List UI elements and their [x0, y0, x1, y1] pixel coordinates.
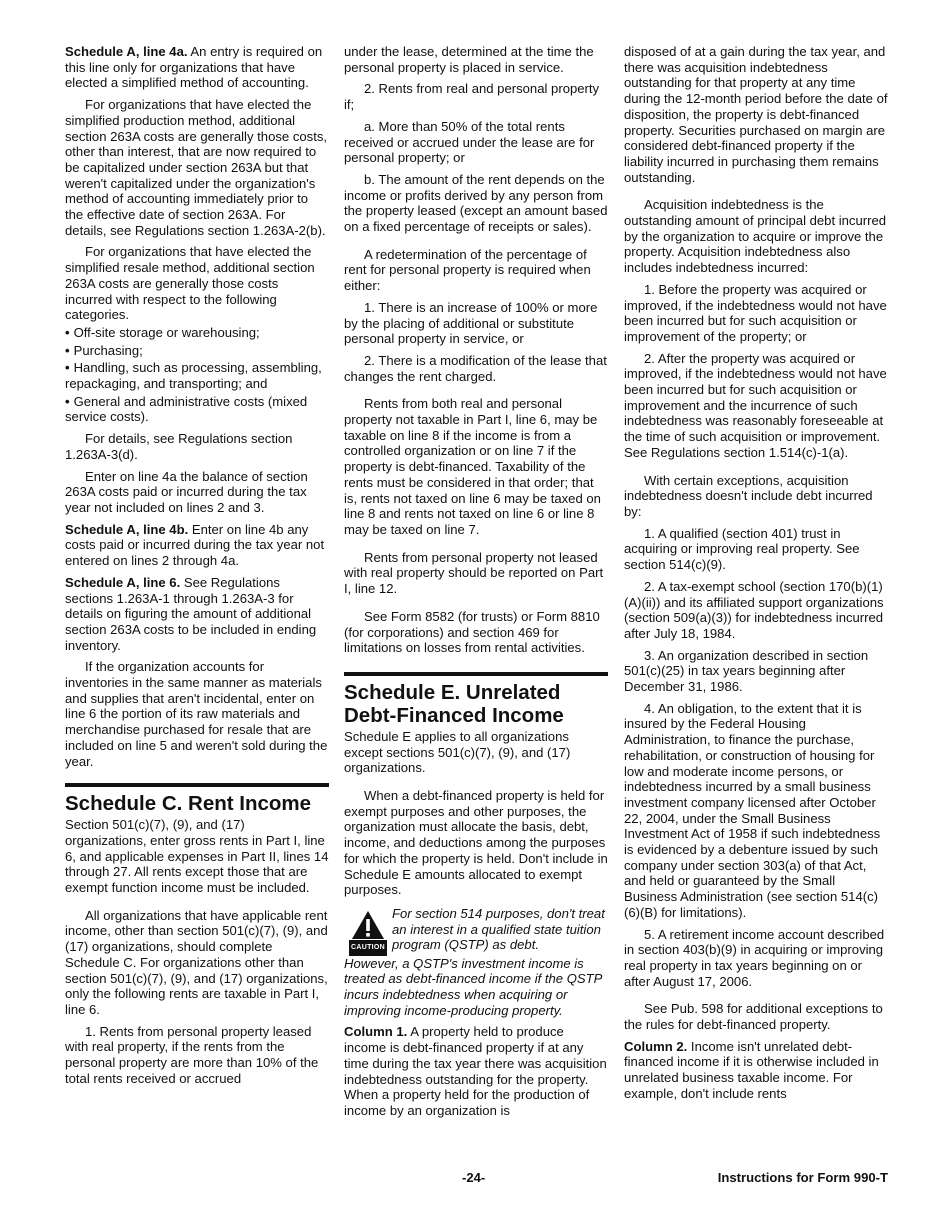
caution-note — [344, 906, 608, 956]
footer-title: Instructions for Form 990-T — [717, 1170, 888, 1185]
list-item: • Purchasing; — [65, 342, 143, 358]
paragraph: b. The amount of the rent depends on the income or profits derived by any person from the property leased (except an amount based on a fixed percentage of receipts or sales). — [344, 171, 608, 235]
caution-icon — [344, 906, 392, 956]
caution-label: CAUTION — [349, 940, 387, 956]
paragraph: Schedule A, line 4b. Enter on line 4b any costs paid or incurred during the tax year not entered on lines 2 through 4a. — [65, 521, 325, 569]
paragraph: 1. There is an increase of 100% or more by the placing of additional or substitute personal property in service, or — [344, 299, 598, 347]
paragraph: All organizations that have applicable rent income, other than section 501(c)(7), (9), and (17) organizations, should complete Schedule C. For organizations other than section 501(c)(7), (9), and (17) organizations, only the following rents are taxable in Part I, line 6. — [65, 907, 328, 1017]
list-item: • Handling, such as processing, assembling, repackaging, and transporting; and — [65, 360, 322, 392]
paragraph: For organizations that have elected the simplified resale method, additional section 263A costs are generally those costs incurred with respect to the following categories. — [65, 244, 315, 323]
paragraph: Section 501(c)(7), (9), and (17) organizations, enter gross rents in Part I, line 6, and applicable expenses in Part II, lines 14 through 27. All rents except those that are exempt function income must be included. — [65, 817, 329, 896]
paragraph: See Form 8582 (for trusts) or Form 8810 (for corporations) and section 469 for limitations on losses from rental activities. — [344, 608, 600, 656]
page-number: -24- — [462, 1170, 486, 1185]
paragraph: under the lease, determined at the time the personal property is placed in service. — [344, 44, 594, 75]
paragraph: Schedule A, line 4a. An entry is required on this line only for organizations that have elected a simplified method of accounting. — [65, 44, 323, 91]
paragraph: Rents from both real and personal property not taxable in Part I, line 6, may be taxable on line 8 if the income is from a controlled organization or on line 7 if the property is debt-financed. Taxability of the rents must be considered in that order; that is, rents not taxed on line 6 may be taxed on line 8 and rents not taxed on line 6 or line 8 may be taxed on line 7. — [344, 396, 601, 537]
paragraph-heading: Column 1. — [344, 1024, 408, 1040]
paragraph: Enter on line 4a the balance of section 263A costs paid or incurred during the tax year not included on lines 2 and 3. — [65, 468, 308, 515]
paragraph-heading: Schedule A, line 4a. — [65, 44, 188, 59]
paragraph: When a debt-financed property is held for exempt purposes and other purposes, the organization must allocate the basis, debt, income, and deductions among the purposes for which the property is held. Don't include in Schedule E amounts allocated to exempt purposes. — [344, 788, 608, 898]
bullet-icon: • — [65, 360, 70, 376]
section-title: Schedule E. Unrelated Debt-Financed Income — [344, 680, 564, 727]
paragraph: Column 2. Income isn't unrelated debt-financed income if it is otherwise included in unrelated business taxable income. For example, don't include rents — [624, 1038, 879, 1101]
paragraph: Schedule A, line 6. See Regulations sections 1.263A-1 through 1.263A-3 for details on figuring the amount of additional section 263A costs to be included in ending inventory. — [65, 574, 317, 653]
paragraph: A redetermination of the percentage of rent for personal property is required when either: — [344, 246, 591, 294]
paragraph: 2. A tax-exempt school (section 170(b)(1)(A)(ii)) and its affiliated support organizations (section 509(a)(3)) for indebtedness incurred after July 18, 1984. — [624, 578, 884, 641]
section-heading-schedule-c — [65, 783, 329, 815]
paragraph: 2. Rents from real and personal property if; — [344, 81, 600, 113]
paragraph: 2. There is a modification of the lease that changes the rent charged. — [344, 352, 607, 384]
paragraph: 4. An obligation, to the extent that it is insured by the Federal Housing Administration, to finance the purchase, rehabilitation, or construction of housing for low and moderate income persons, or indebtedness incurred by a small business investment company licensed after October 22, 2004, under the Small Business Investment Act of 1958 if such indebtedness is evidenced by a debenture issued by such company under section 303(a) of that Act, and held or guaranteed by the Small Business Administration (see section 514(c)(6)(B) for limitations). — [624, 700, 881, 920]
column-1 — [65, 44, 329, 1092]
paragraph: Acquisition indebtedness is the outstanding amount of principal debt incurred by the organization to acquire or improve the property. Acquisition indebtedness also includes indebtedness incurred: — [624, 197, 887, 276]
paragraph: Schedule E applies to all organizations except sections 501(c)(7), (9), and (17) organizations. — [344, 728, 571, 776]
list-item: • General and administrative costs (mixed service costs). — [65, 393, 308, 425]
paragraph: With certain exceptions, acquisition indebtedness doesn't include debt incurred by: — [624, 472, 873, 519]
section-title: Schedule C. Rent Income — [65, 792, 312, 816]
caution-text: For section 514 purposes, don't treat an interest in a qualified state tuition program (QSTP) as debt. — [392, 905, 605, 953]
paragraph: Rents from personal property not leased with real property should be reported on Part I, line 12. — [344, 549, 604, 597]
paragraph: 2. After the property was acquired or improved, if the indebtedness would not have been incurred but for such acquisition or improvement and the incurrence of such indebtedness was reasonably foreseeable at the time of such acquisition or improvement. See Regulations section 1.514(c)-1(a). — [624, 350, 887, 460]
column-3 — [624, 44, 888, 1108]
paragraph: 1. Before the property was acquired or improved, if the indebtedness would not have been incurred but for such acquisition or improvement of the property; or — [624, 281, 887, 344]
column-2 — [344, 44, 608, 1125]
paragraph: 3. An organization described in section 501(c)(25) in tax years beginning after December 31, 1986. — [624, 647, 869, 695]
paragraph: 1. A qualified (section 401) trust in acquiring or improving real property. See section 514(c)(9). — [624, 525, 860, 573]
warning-triangle-icon — [351, 910, 385, 940]
paragraph: disposed of at a gain during the tax year, and there was acquisition indebtedness outstanding for that property at any time during the 12-month period before the date of disposition, the property is debt-financed property. Securities purchased on margin are considered debt-financed property if the liability incurred in purchasing them remains outstanding. — [624, 44, 888, 185]
list-item: • Off-site storage or warehousing; — [65, 324, 260, 340]
paragraph: For organizations that have elected the simplified production method, additional section 263A costs are generally those costs, other than interest, that are now required to be capitalized under section 263A but that weren't capitalized under the organization's method of accounting immediately prior to the effective date of section 263A. For details, see Regulations section 1.263A-2(b). — [65, 97, 328, 238]
paragraph-heading: Column 2. — [624, 1038, 688, 1054]
paragraph: 1. Rents from personal property leased with real property, if the rents from the personal property are more than 10% of the total rents received or accrued — [65, 1023, 319, 1086]
bullet-icon: • — [65, 342, 70, 358]
paragraph: 5. A retirement income account described in section 403(b)(9) in acquiring or improving real property in tax years beginning on or after August 17, 2006. — [624, 926, 885, 989]
bullet-icon: • — [65, 324, 70, 340]
section-heading-schedule-e — [344, 672, 608, 727]
paragraph: Column 1. A property held to produce income is debt-financed property if at any time during the tax year there was acquisition indebtedness outstanding for the property. When a property held for the production of income by an organization is — [344, 1024, 607, 1118]
paragraph-heading: Schedule A, line 4b. — [65, 521, 189, 537]
caution-continued-text: However, a QSTP's investment income is treated as debt-financed income if the QSTP incurs indebtedness when acquiring or improving income-producing property. — [344, 955, 602, 1018]
paragraph-heading: Schedule A, line 6. — [65, 574, 181, 590]
paragraph: a. More than 50% of the total rents received or accrued under the lease are for personal property; or — [344, 118, 595, 166]
paragraph: See Pub. 598 for additional exceptions to the rules for debt-financed property. — [624, 1001, 883, 1033]
bullet-icon: • — [65, 393, 70, 409]
paragraph: For details, see Regulations section 1.263A-3(d). — [65, 431, 293, 462]
paragraph: If the organization accounts for inventories in the same manner as materials and supplies that aren't incidental, enter on line 6 the portion of its raw materials and merchandise purchased for resale that are included on line 5 and weren't sold during the year. — [65, 659, 328, 769]
